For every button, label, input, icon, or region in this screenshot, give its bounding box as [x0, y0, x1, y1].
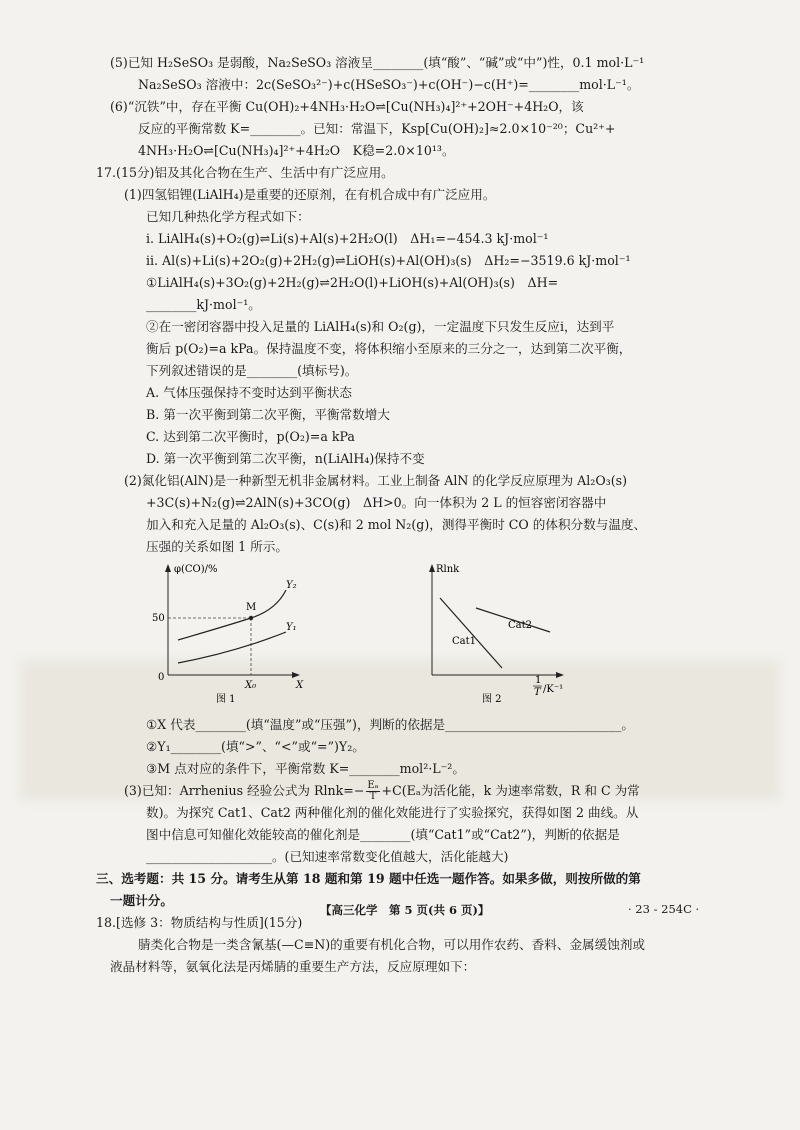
- equation-i: ⅰ. LiAlH₄(s)+O₂(g)⇌Li(s)+Al(s)+2H₂O(l) ΔH₁=−454.3 kJ·mol⁻¹: [146, 231, 549, 246]
- fig1-x0: X₀: [245, 680, 257, 691]
- fig1-xlabel: X: [296, 680, 304, 691]
- q17-1-sub2-a: ②在一密闭容器中投入足量的 LiAlH₄(s)和 O₂(g)，一定温度下只发生反应ⅰ，达到平: [146, 319, 615, 334]
- q17-1-known: 已知几种热化学方程式如下：: [146, 209, 310, 224]
- curve-y2: [178, 590, 286, 640]
- option-d: D. 第一次平衡到第二次平衡，n(LiAlH₄)保持不变: [146, 451, 425, 466]
- q17-2-sub3: ③M 点对应的条件下，平衡常数 K=________mol²·L⁻²。: [146, 761, 465, 776]
- fig2-ylabel: Rlnk: [436, 564, 460, 575]
- curve-y1: [178, 632, 286, 663]
- frac-den: T: [369, 791, 377, 802]
- figures-row: [110, 560, 710, 710]
- q17-2-c: 加入和充入足量的 Al₂O₃(s)、C(s)和 2 mol N₂(g)，测得平衡时 CO 的体积分数与温度、: [146, 517, 647, 532]
- fig1-caption: 图 1: [216, 694, 236, 705]
- frac-num: Eₐ: [367, 780, 379, 791]
- fig2-cat1-label: Cat1: [452, 636, 476, 647]
- line-cat1: [440, 598, 502, 668]
- q17-2-sub2: ②Y₁________(填“>”、“<”或“=”)Y₂。: [146, 739, 365, 754]
- q17-1-sub2-c: 下列叙述错误的是________(填标号)。: [146, 363, 358, 378]
- q18-heading: 18.[选修 3：物质结构与性质](15分): [96, 915, 303, 930]
- q5-line2: Na₂SeSO₃ 溶液中：2c(SeSO₃²⁻)+c(HSeSO₃⁻)+c(OH⁻)−c(H⁺)=________mol·L⁻¹。: [138, 77, 640, 92]
- q18-intro-b: 液晶材料等，氨氧化法是丙烯腈的重要生产方法，反应原理如下：: [110, 959, 476, 974]
- point-m: [249, 616, 253, 620]
- fig1-y1-label: Y₁: [286, 622, 297, 633]
- option-b: B. 第一次平衡到第二次平衡，平衡常数增大: [146, 407, 390, 422]
- q6-line2: 反应的平衡常数 K=________。已知：常温下，Ksp[Cu(OH)₂]≈2.0×10⁻²⁰；Cu²⁺+: [138, 121, 616, 136]
- figure-2: [420, 560, 580, 710]
- q6-line3: 4NH₃·H₂O⇌[Cu(NH₃)₄]²⁺+4H₂O K稳=2.0×10¹³。: [138, 143, 455, 158]
- section3-heading: 三、选考题：共 15 分。请考生从第 18 题和第 19 题中任选一题作答。如果多做，则按所做的第: [96, 871, 641, 886]
- q17-1-sub1-end: ________kJ·mol⁻¹。: [146, 297, 261, 312]
- fig1-tick-50: 50: [152, 613, 165, 624]
- fig1-point-label: M: [246, 602, 257, 613]
- q17-3-c: 图中信息可知催化效能较高的催化剂是________(填“Cat1”或“Cat2”)，判断的依据是: [146, 827, 620, 842]
- fig1-ylabel: φ(CO)/%: [174, 564, 218, 575]
- option-a: A. 气体压强保持不变时达到平衡状态: [146, 385, 353, 400]
- footer-title: 【高三化学 第 5 页(共 6 页)】: [320, 903, 490, 917]
- figure-1: [146, 560, 316, 710]
- q6-line1: (6)“沉铁”中，存在平衡 Cu(OH)₂+4NH₃·H₂O⇌[Cu(NH₃)₄]²⁺+2OH⁻+4H₂O，该: [110, 99, 584, 114]
- fig2-cat2-label: Cat2: [508, 620, 532, 631]
- q17-3-d: ____________________。(已知速率常数变化值越大，活化能越大): [146, 849, 509, 864]
- q17-1-intro: (1)四氢铝锂(LiAlH₄)是重要的还原剂，在有机合成中有广泛应用。: [124, 187, 496, 202]
- fig1-origin: 0: [158, 672, 165, 683]
- footer-code: · 23 - 254C ·: [628, 902, 700, 916]
- section3-heading-cont: 一题计分。: [110, 893, 173, 908]
- q18-intro-a: 腈类化合物是一类含氰基(—C≡N)的重要有机化合物，可以用作农药、香料、金属缓蚀剂或: [138, 937, 646, 952]
- fig2-xlabel-num: 1: [535, 675, 542, 686]
- q17-2-b: +3C(s)+N₂(g)⇌2AlN(s)+3CO(g) ΔH>0。向一体积为 2 L 的恒容密闭容器中: [146, 495, 607, 510]
- ea-over-t-fraction: [366, 781, 379, 802]
- q17-1-sub2-b: 衡后 p(O₂)=a kPa。保持温度不变，将体积缩小至原来的三分之一，达到第二次平衡，: [146, 341, 632, 356]
- q17-heading: 17.(15分)铝及其化合物在生产、生活中有广泛应用。: [96, 165, 394, 180]
- equation-ii: ⅱ. Al(s)+Li(s)+2O₂(g)+2H₂(g)⇌LiOH(s)+Al(OH)₃(s) ΔH₂=−3519.6 kJ·mol⁻¹: [146, 253, 631, 268]
- option-c: C. 达到第二次平衡时，p(O₂)=a kPa: [146, 429, 355, 444]
- fig2-xunit: /K⁻¹: [543, 684, 564, 695]
- fig1-y2-label: Y₂: [286, 580, 297, 591]
- q17-3-b: 数)。为探究 Cat1、Cat2 两种催化剂的催化效能进行了实验探究，获得如图 2 曲线。从: [146, 805, 639, 820]
- q17-3-a: [110, 780, 710, 802]
- fig2-xlabel-den: T: [534, 687, 541, 698]
- q17-2-a: (2)氮化铝(AlN)是一种新型无机非金属材料。工业上制备 AlN 的化学反应原理为 Al₂O₃(s): [124, 473, 628, 488]
- q17-2-sub1: ①X 代表________(填“温度”或“压强”)，判断的依据是____________________________。: [146, 717, 635, 732]
- q17-2-d: 压强的关系如图 1 所示。: [146, 539, 288, 554]
- exam-page: [96, 52, 710, 978]
- fig2-caption: 图 2: [482, 694, 502, 705]
- q17-3-a-part1: (3)已知：Arrhenius 经验公式为 Rlnk=−: [124, 783, 365, 798]
- q17-3-a-part2: +C(Eₐ为活化能，k 为速率常数，R 和 C 为常: [381, 783, 640, 798]
- q5-line1: (5)已知 H₂SeSO₃ 是弱酸，Na₂SeSO₃ 溶液呈________(填“酸”、“碱”或“中”)性，0.1 mol·L⁻¹: [110, 55, 645, 70]
- q17-1-sub1: ①LiAlH₄(s)+3O₂(g)+2H₂(g)⇌2H₂O(l)+LiOH(s)+Al(OH)₃(s) ΔH=: [146, 275, 559, 290]
